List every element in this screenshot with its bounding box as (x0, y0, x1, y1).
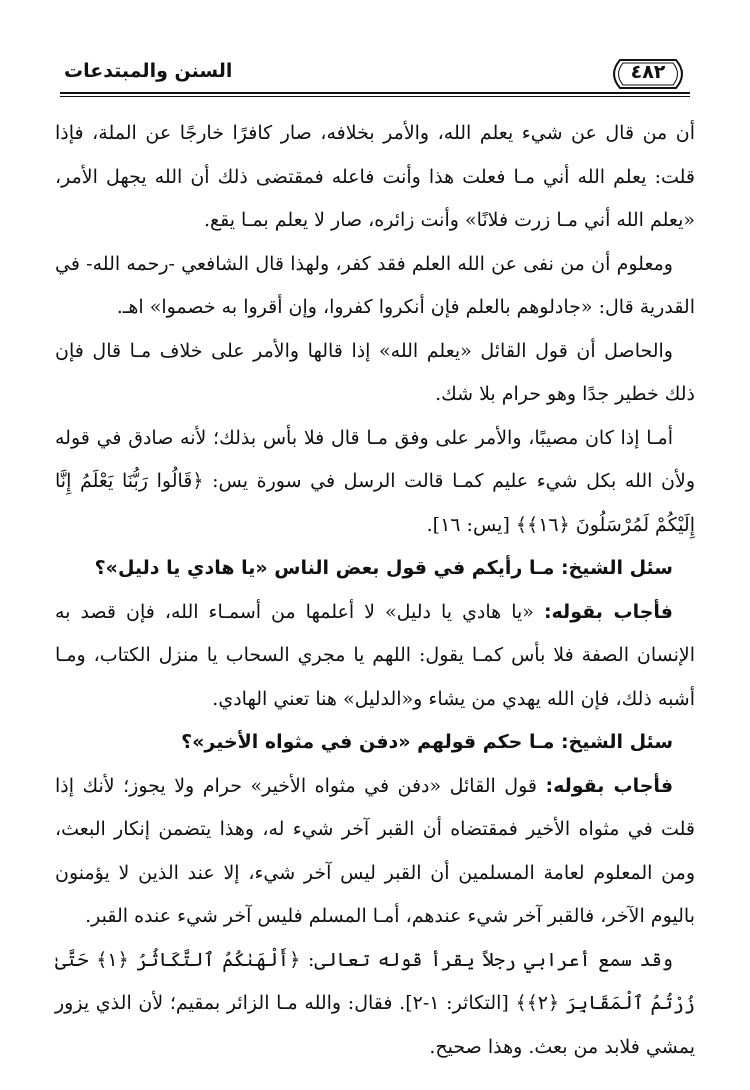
question-heading: سئل الشيخ: مـا حكم قولهم «دفن في مثواه الأخير»؟ (181, 731, 673, 753)
page-body (55, 112, 695, 1069)
answer-lead: فأجاب بقوله: (545, 774, 674, 797)
page-header (60, 58, 690, 98)
answer-paragraph (55, 591, 695, 722)
running-title: السنن والمبتدعات (64, 60, 233, 82)
paragraph: والحاصل أن قول القائل «يعلم الله» إذا قالها والأمر على خلاف مـا قال فإن ذلك خطير جدًا وهو حرام بلا شك. (55, 339, 695, 405)
answer-text: قول القائل «دفن في مثواه الأخير» حرام ولا يجوز؛ لأنك إذا قلت في مثواه الأخير فمقتضاه أن القبر آخر شيء له، وهذا يتضمن إنكار البعث، ومن المعلوم لعامة المسلمين أن القبر ليس آخر شيء، إلا عند الذين لا يؤمنون باليوم الآخر، فالقبر آخر شيء عندهم، أمـا المسلم فليس آخر شيء عنده القبر. (55, 774, 695, 927)
answer-text: «يا هادي يا دليل» لا أعلمها من أسمـاء الله، فإن قصد به الإنسان الصفة فلا بأس كمـا يقول: اللهم يا مجري السحاب يا منزل الكتاب، ومـا أشبه ذلك، فإن الله يهدي من يشاء و«الدليل» هنا تعني الهادي. (55, 600, 695, 710)
question-heading: سئل الشيخ: مـا رأيكم في قول بعض الناس «يا هادي يا دليل»؟ (94, 557, 673, 579)
answer-paragraph (55, 765, 695, 939)
paragraph: أن من قال عن شيء يعلم الله، والأمر بخلافه، صار كافرًا خارجًا عن الملة، فإذا قلت: يعلم الله أني مـا فعلت هذا وأنت فاعله فمقتضى ذلك أن الله يجهل الأمر، «يعلم الله أني مـا زرت فلانًا» وأنت زائره، صار لا يعلم بمـا يقع. (55, 122, 695, 231)
header-rule-thin (60, 96, 690, 97)
paragraph-with-verse: وقد سمع أعرابي رجلاً يقرأ قوله تعالى: ﴿أَلْهَىٰكُمُ ٱلتَّكَاثُرُ ﴿١﴾ حَتَّىٰ زُرْتُمُ ٱلْمَقَابِرَ ﴿٢﴾﴾ [التكاثر: ١-٢]. فقال: والله مـا الزائر بمقيم؛ لأن الذي يزور يمشي فلابد من بعث. وهذا صحيح. (55, 948, 695, 1058)
answer-lead: فأجاب بقوله: (543, 600, 673, 623)
paragraph-with-verse: أمـا إذا كان مصيبًا، والأمر على وفق مـا قال فلا بأس بذلك؛ لأنه صادق في قوله ولأن الله بكل شيء عليم كمـا قالت الرسل في سورة يس: ﴿قَالُوا رَبُّنَا يَعْلَمُ إِنَّا إِلَيْكُمْ لَمُرْسَلُونَ ﴿١٦﴾﴾ [يس: ١٦]. (55, 426, 695, 536)
paragraph: ومعلوم أن من نفى عن الله العلم فقد كفر، ولهذا قال الشافعي -رحمه الله- في القدرية قال: «جادلوهم بالعلم فإن أنكروا كفروا، وإن أقروا به خصموا» اهـ. (55, 252, 695, 318)
header-rule (60, 92, 690, 94)
page-number-badge (606, 58, 690, 90)
page-number: ٤٨٢ (630, 61, 666, 83)
